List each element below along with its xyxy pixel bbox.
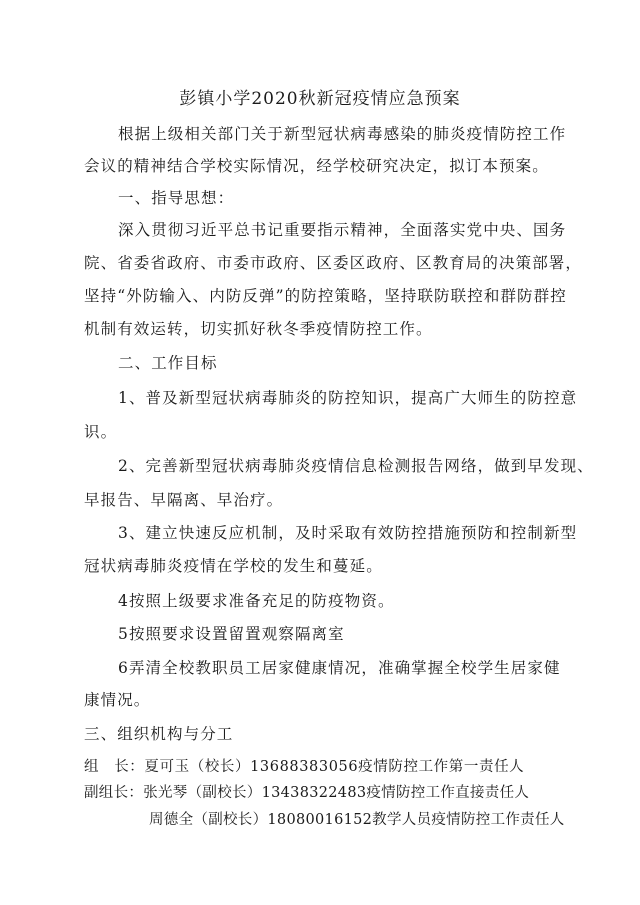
goal-6-line: 康情况。 [84,691,151,709]
goal-2-line: 2、完善新型冠状病毒肺炎疫情信息检测报告网络，做到早发现、 [118,457,594,475]
goal-5: 5按照要求设置留置观察隔离室 [118,625,345,643]
section1-heading: 一、指导思想： [118,189,235,207]
section1-line: 深入贯彻习近平总书记重要指示精神，全面落实党中央、国务 [118,221,567,239]
goal-1-line: 1、普及新型冠状病毒肺炎的防控知识，提高广大师生的防控意 [118,389,578,407]
section1-line: 机制有效运转，切实抓好秋冬季疫情防控工作。 [84,320,433,338]
intro-line: 会议的精神结合学校实际情况，经学校研究决定，拟订本预案。 [84,157,549,175]
org-deputy-2: 周德全（副校长）18080016152教学人员疫情防控工作责任人 [149,812,565,828]
goal-3-line: 3、建立快速反应机制，及时采取有效防控措施预防和控制新型 [118,524,578,542]
section1-line: 坚持“外防输入、内防反弹”的防控策略，坚持联防联控和群防群控 [84,287,567,305]
intro-line: 根据上级相关部门关于新型冠状病毒感染的肺炎疫情防控工作 [118,125,567,143]
goal-2-line: 早报告、早隔离、早治疗。 [84,491,284,509]
goal-3-line: 冠状病毒肺炎疫情在学校的发生和蔓延。 [84,557,383,575]
goal-4: 4按照上级要求准备充足的防疫物资。 [118,592,395,610]
section2-heading: 二、工作目标 [118,354,218,372]
goal-1-line: 识。 [84,423,118,441]
section1-line: 院、省委省政府、市委市政府、区委区政府、区教育局的决策部署， [84,254,583,272]
section3-heading: 三、组织机构与分工 [84,725,234,743]
org-deputy: 副组长：张光琴（副校长）13438322483疫情防控工作直接责任人 [84,785,530,801]
document-title: 彭镇小学2020秋新冠疫情应急预案 [179,89,461,109]
org-leader: 组 长：夏可玉（校长）13688383056疫情防控工作第一责任人 [84,759,525,775]
goal-6-line: 6弄清全校教职员工居家健康情况，准确掌握全校学生居家健 [118,659,561,677]
